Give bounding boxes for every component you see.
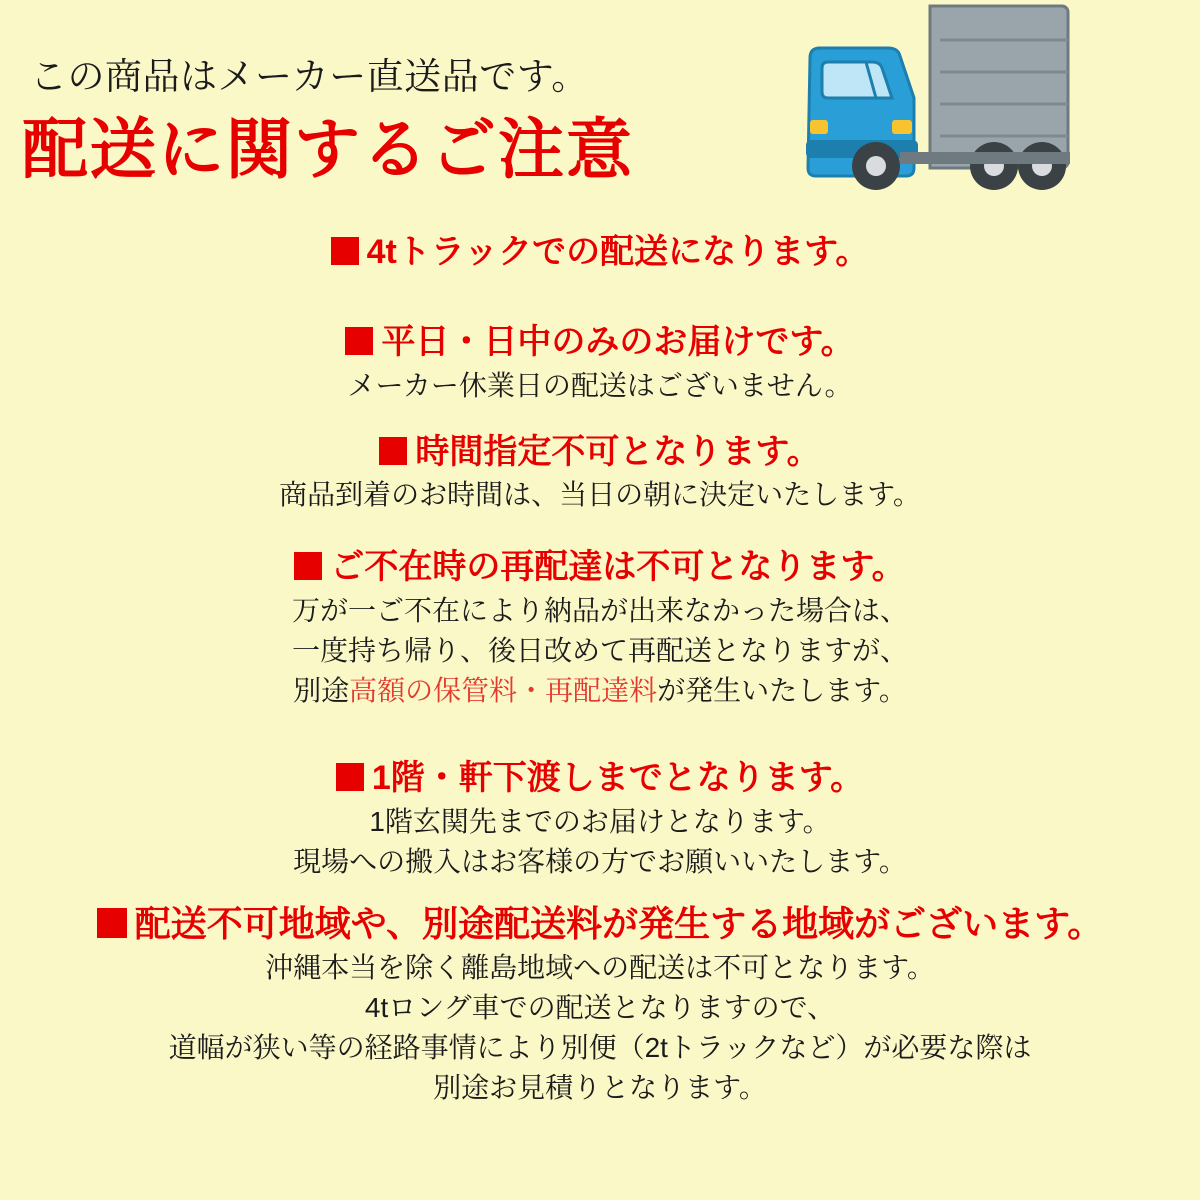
notice-item: [0, 545, 1200, 710]
notice-item: [0, 230, 1200, 276]
notice-subtext: 現場への搬入はお客様の方でお願いいたします。: [293, 845, 907, 877]
notice-list: [0, 222, 1200, 1107]
red-square-bullet-icon: [294, 552, 322, 580]
notice-heading-text: ご不在時の再配達は不可となります。: [330, 548, 906, 587]
notice-subtext: 沖縄本当を除く離島地域への配送は不可となります。: [265, 952, 935, 984]
red-square-bullet-icon: [345, 327, 373, 355]
notice-heading-text: 配送不可地域や、別途配送料が発生する地域がございます。: [134, 902, 1104, 944]
red-square-bullet-icon: [336, 763, 364, 791]
notice-subtext: 別途お見積りとなります。: [433, 1071, 767, 1103]
notice-item: [0, 430, 1200, 516]
notice-subtext: 万が一ご不在により納品が出来なかった場合は、: [291, 595, 908, 627]
notice-subtext: メーカー休業日の配送はございません。: [347, 369, 853, 401]
notice-heading: [0, 756, 1200, 802]
notice-heading: [0, 545, 1200, 591]
notice-subtext: 1階玄関先までのお届けとなります。: [369, 806, 831, 838]
red-square-bullet-icon: [331, 237, 359, 265]
notice-heading-text: 4tトラックでの配送になります。: [366, 233, 870, 271]
notice-item: [0, 756, 1200, 881]
notice-heading: [0, 230, 1200, 276]
notice-item: [0, 320, 1200, 406]
subtext-emphasis: 高額の保管料・再配達料: [349, 674, 658, 706]
notice-heading-text: 時間指定不可となります。: [415, 432, 821, 471]
delivery-truck-illustration: [780, 0, 1100, 210]
lede-text: この商品はメーカー直送品です。: [30, 56, 589, 97]
notice-subtext: 商品到着のお時間は、当日の朝に決定いたします。: [279, 479, 921, 511]
notice-heading: [0, 900, 1200, 949]
notice-heading-text: 平日・日中のみのお届けです。: [381, 322, 855, 361]
page-title: 配送に関するご注意: [22, 112, 634, 186]
red-square-bullet-icon: [97, 908, 127, 938]
subtext-prefix: 別途: [293, 674, 350, 706]
notice-subtext: 4tロング車での配送となりますので、: [364, 992, 836, 1024]
notice-heading: [0, 320, 1200, 366]
subtext-suffix: が発生いたします。: [657, 674, 907, 706]
red-square-bullet-icon: [379, 437, 407, 465]
notice-subtext-emphasis-line: [0, 671, 1200, 711]
notice-subtext: 一度持ち帰り、後日改めて再配送となりますが、: [291, 634, 908, 666]
notice-heading-text: 1階・軒下渡しまでとなります。: [371, 759, 865, 798]
notice-subtext: 道幅が狭い等の経路事情により別便（2tトラックなど）が必要な際は: [168, 1031, 1032, 1063]
notice-heading: [0, 430, 1200, 476]
notice-item: [0, 900, 1200, 1108]
